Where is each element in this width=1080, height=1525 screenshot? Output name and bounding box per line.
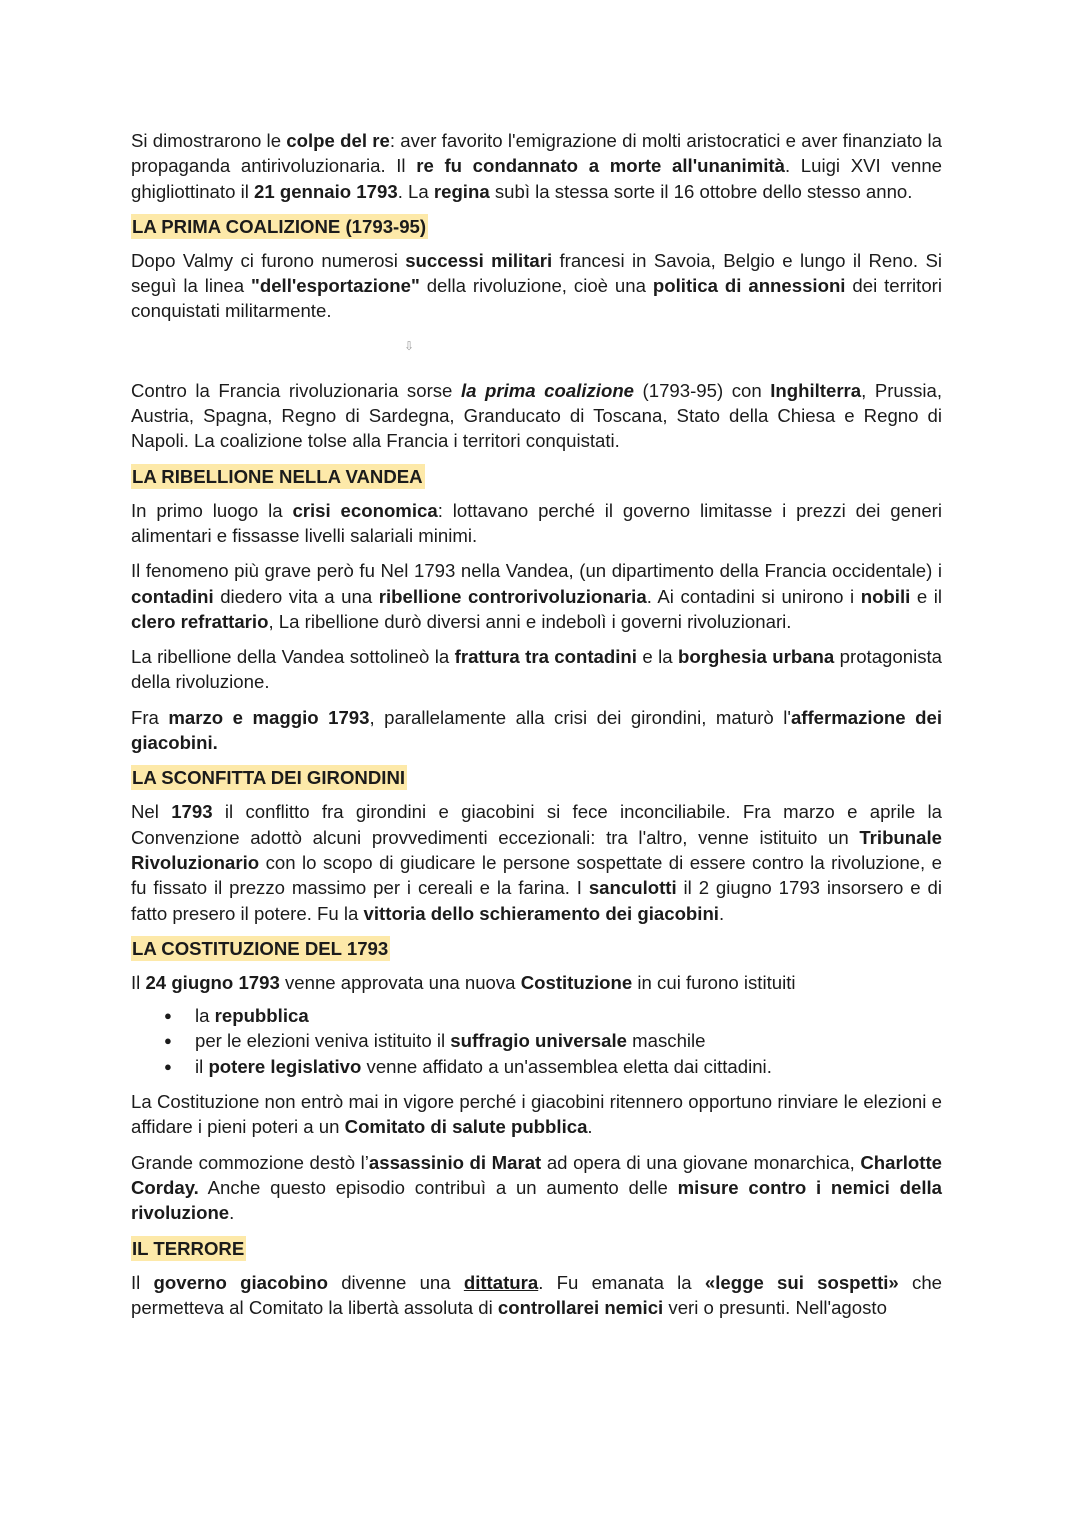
list-item: ● il potere legislativo venne affidato a un'assemblea eletta dai cittadini. — [195, 1054, 942, 1079]
list-item: ● per le elezioni veniva istituito il suffragio universale maschile — [195, 1028, 942, 1053]
heading-costituzione-1793: LA COSTITUZIONE DEL 1793 — [132, 937, 389, 959]
paragraph-affermazione-giacobini: Fra marzo e maggio 1793, parallelamente alla crisi dei girondini, maturò l'affermazione dei giacobini. — [131, 706, 942, 754]
paragraph-successi-militari: Dopo Valmy ci furono numerosi successi militari francesi in Savoia, Belgio e lungo il Reno. Si seguì la linea "dell'esportazione" della rivoluzione, cioè una politica di annessioni dei territori conquistati militarmente. — [131, 249, 942, 322]
paragraph-girondini-giacobini: Nel 1793 il conflitto fra girondini e giacobini si fece inconciliabile. Fra marzo e aprile la Convenzione adottò alcuni provvedimenti eccezionali: tra l'altro, venne istituito un Tribunale Rivoluzionario con lo scopo di giudicare le persone sospettate di essere contro la rivoluzione, e fu fissato il prezzo massimo per i cereali e la farina. I sanculotti il 2 giugno 1793 insorsero e di fatto presero il potere. Fu la vittoria dello schieramento dei giacobini. — [131, 801, 942, 924]
paragraph-nuova-costituzione: Il 24 giugno 1793 venne approvata una nuova Costituzione in cui furono istituiti — [131, 971, 796, 993]
heading-sconfitta-girondini: LA SCONFITTA DEI GIRONDINI — [132, 767, 406, 789]
paragraph-coalizione-membri: Contro la Francia rivoluzionaria sorse la prima coalizione (1793-95) con Inghilterra, Prussia, Austria, Spagna, Regno di Sardegna, Granducato di Toscana, Stato della Chiesa e Regno di Napoli. La coalizione tolse alla Francia i territori conquistati. — [131, 379, 942, 452]
bullet-list-costituzione — [131, 1003, 942, 1079]
paragraph-comitato-salute: La Costituzione non entrò mai in vigore perché i giacobini ritennero opportuno rinviare le elezioni e affidare i pieni poteri a un Comitato di salute pubblica. — [131, 1091, 942, 1138]
document-page — [131, 128, 942, 1330]
paragraph-governo-giacobino: Il governo giacobino divenne una dittatura. Fu emanata la «legge sui sospetti» che permetteva al Comitato la libertà assoluta di controllarei nemici veri o presunti. Nell'agosto — [131, 1271, 943, 1318]
down-arrow-icon: ⇩ — [403, 338, 415, 353]
heading-terrore: IL TERRORE — [132, 1237, 245, 1259]
paragraph-vandea: Il fenomeno più grave però fu Nel 1793 nella Vandea, (un dipartimento della Francia occidentale) i contadini diedero vita a una ribellione controrivoluzionaria. Ai contadini si unirono i nobili e il clero refrattario, La ribellione durò diversi anni e indebolì i governi rivoluzionari. — [131, 560, 943, 632]
list-item: ● la repubblica — [195, 1003, 942, 1028]
heading-ribellione-vandea: LA RIBELLIONE NELLA VANDEA — [132, 465, 423, 487]
heading-prima-coalizione: LA PRIMA COALIZIONE (1793-95) — [132, 215, 427, 237]
paragraph-colpe-del-re: Si dimostrarono le colpe del re: aver favorito l'emigrazione di molti aristocratici e aver finanziato la propaganda antirivoluzionaria. Il re fu condannato a morte all'unanimità. Luigi XVI venne ghigliottinato il 21 gennaio 1793. La regina subì la stessa sorte il 16 ottobre dello stesso anno. — [131, 130, 943, 202]
paragraph-crisi-economica: In primo luogo la crisi economica: lottavano perché il governo limitasse i prezzi dei generi alimentari e fissasse livelli salariali minimi. — [131, 499, 942, 546]
paragraph-marat: Grande commozione destò l’assassinio di Marat ad opera di una giovane monarchica, Charlotte Corday. Anche questo episodio contribuì a un aumento delle misure contro i nemici della rivoluzione. — [131, 1151, 942, 1224]
paragraph-frattura: La ribellione della Vandea sottolineò la frattura tra contadini e la borghesia urbana protagonista della rivoluzione. — [131, 646, 943, 693]
